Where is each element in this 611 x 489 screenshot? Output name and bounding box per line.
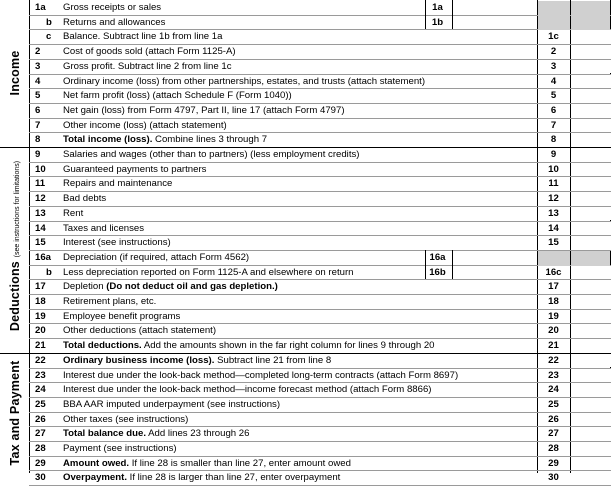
line-number: c xyxy=(46,31,52,43)
row-divider xyxy=(29,74,611,75)
row-divider xyxy=(29,118,611,119)
amount-field[interactable] xyxy=(571,413,611,427)
amount-field[interactable] xyxy=(571,442,611,456)
amount-field[interactable] xyxy=(571,427,611,441)
line-number: 19 xyxy=(35,310,46,322)
line-number: 11 xyxy=(35,178,46,190)
row-divider xyxy=(29,59,611,60)
line-description xyxy=(63,325,216,336)
inner-code-border xyxy=(425,250,426,265)
section-title-income xyxy=(8,51,22,96)
amount-field[interactable] xyxy=(571,60,611,74)
line-description-bold: (Do not deduct oil and gas depletion.) xyxy=(106,281,278,293)
amount-field[interactable] xyxy=(571,457,611,471)
inner-amount-field[interactable] xyxy=(453,16,536,30)
row-divider xyxy=(29,426,611,427)
line-description-text: Combine lines 3 through 7 xyxy=(152,134,268,146)
row-divider xyxy=(29,44,611,45)
inner-amount-field[interactable] xyxy=(453,251,536,265)
line-description xyxy=(63,17,165,28)
line-code: 28 xyxy=(548,443,559,454)
row-divider xyxy=(29,382,611,383)
line-number: 25 xyxy=(35,398,46,410)
amount-field[interactable] xyxy=(571,398,611,412)
line-code: 23 xyxy=(548,369,559,381)
line-description xyxy=(63,90,292,101)
line-number: 17 xyxy=(35,281,46,293)
line-description-text: Retirement plans, etc. xyxy=(63,296,157,307)
line-code: 20 xyxy=(548,325,559,337)
line-description-text: Gross receipts or sales xyxy=(63,2,162,13)
line-description-bold: Total income (loss). xyxy=(63,134,153,146)
line-description-text: If line 28 is smaller than line 27, enter amount owed xyxy=(129,457,351,469)
line-number: 23 xyxy=(35,369,46,381)
line-description xyxy=(63,120,227,131)
row-divider xyxy=(29,338,611,339)
line-code: 22 xyxy=(548,354,559,366)
line-description-text: Cost of goods sold (attach Form 1125-A) xyxy=(63,46,236,58)
line-description xyxy=(63,414,188,425)
line-description-bold: Total deductions. xyxy=(63,340,142,352)
line-code: 25 xyxy=(548,398,559,410)
amount-input[interactable] xyxy=(571,475,611,489)
amount-field[interactable] xyxy=(571,89,611,103)
line-code: 3 xyxy=(550,60,557,72)
inner-amount-input[interactable] xyxy=(453,269,536,283)
line-description xyxy=(63,237,171,248)
amount-field[interactable] xyxy=(571,236,611,250)
inner-line-code: 1a xyxy=(432,2,443,13)
shaded-amount-cell xyxy=(571,251,610,266)
inner-code-border xyxy=(425,15,426,30)
shaded-code-cell xyxy=(538,251,570,266)
line-code: 10 xyxy=(548,163,559,175)
row-divider xyxy=(29,456,611,457)
section-title-deductions xyxy=(8,161,22,331)
line-code: 19 xyxy=(548,310,559,322)
line-code: 7 xyxy=(550,119,557,131)
amount-field[interactable] xyxy=(571,266,611,280)
line-code: 18 xyxy=(548,296,559,307)
line-description xyxy=(63,384,431,395)
line-description-text: Interest due under the look-back method—completed long-term contracts (attach Form 8697) xyxy=(63,369,459,381)
line-description xyxy=(63,61,232,72)
amount-field[interactable] xyxy=(571,177,611,191)
line-number: 27 xyxy=(35,428,46,440)
line-description xyxy=(63,252,249,263)
row-divider xyxy=(29,103,611,104)
line-description xyxy=(63,76,425,87)
shaded-amount-cell xyxy=(571,1,610,16)
line-code: 5 xyxy=(550,90,557,102)
shaded-code-cell xyxy=(538,16,570,31)
row-divider xyxy=(0,147,611,148)
line-description-bold: Overpayment. xyxy=(63,472,127,484)
line-description-text: Other taxes (see instructions) xyxy=(63,413,189,425)
line-number: 16a xyxy=(35,251,52,263)
line-description-bold: Total balance due. xyxy=(63,428,146,440)
row-divider xyxy=(0,353,611,354)
amount-field[interactable] xyxy=(571,295,611,309)
amount-field[interactable] xyxy=(571,163,611,177)
amount-field[interactable] xyxy=(571,280,611,294)
tax-payment-title: Tax and Payment xyxy=(8,360,22,466)
line-code: 26 xyxy=(548,413,559,425)
row-divider xyxy=(29,191,611,192)
inner-code-border xyxy=(425,265,426,280)
line-description xyxy=(63,311,180,322)
line-number: 22 xyxy=(35,354,46,366)
line-description-text: Less depreciation reported on Form 1125-A and elsewhere on return xyxy=(63,266,354,278)
line-description xyxy=(63,164,206,175)
line-code: 29 xyxy=(548,457,559,469)
amount-field[interactable] xyxy=(571,369,611,383)
amount-field[interactable] xyxy=(571,104,611,118)
line-number: 2 xyxy=(35,46,41,58)
line-number: 13 xyxy=(35,207,46,219)
amount-field[interactable] xyxy=(571,471,611,485)
line-description xyxy=(63,370,458,381)
line-number: 20 xyxy=(35,325,46,337)
amount-field[interactable] xyxy=(571,354,611,368)
line-description-text: Ordinary income (loss) from other partnerships, estates, and trusts (attach statement) xyxy=(63,75,426,87)
shaded-code-cell xyxy=(538,1,570,16)
line-number: 26 xyxy=(35,413,46,425)
line-description xyxy=(63,399,280,410)
line-description xyxy=(63,2,161,13)
line-code: 8 xyxy=(550,134,557,146)
line-description xyxy=(63,296,156,307)
line-description-text: Payment (see instructions) xyxy=(63,443,177,454)
amount-field[interactable] xyxy=(571,148,611,162)
line-code: 13 xyxy=(548,207,559,219)
line-number: 21 xyxy=(35,340,46,352)
amount-field[interactable] xyxy=(571,222,611,236)
row-divider xyxy=(29,162,611,163)
row-divider xyxy=(29,485,611,486)
row-divider xyxy=(29,309,611,310)
line-description-text: Rent xyxy=(63,207,84,219)
line-number: 9 xyxy=(35,149,41,160)
amount-field[interactable] xyxy=(571,192,611,206)
line-description-text: Depletion xyxy=(63,281,107,293)
line-description-text: Taxes and licenses xyxy=(63,222,145,234)
line-description-text: Add the amounts shown in the far right column for lines 9 through 20 xyxy=(141,340,435,352)
inner-amount-input[interactable] xyxy=(453,19,536,33)
amount-field[interactable] xyxy=(571,339,611,353)
line-code: 15 xyxy=(548,237,559,249)
line-description-text: Interest (see instructions) xyxy=(63,237,171,249)
line-description xyxy=(63,458,351,469)
line-code: 12 xyxy=(548,193,559,205)
row-divider xyxy=(29,88,611,89)
amount-field[interactable] xyxy=(571,324,611,338)
line-code: 14 xyxy=(548,222,559,234)
line-code: 16c xyxy=(545,266,562,278)
row-divider xyxy=(29,294,611,295)
amount-field[interactable] xyxy=(571,75,611,89)
inner-amount-field[interactable] xyxy=(453,266,536,280)
row-divider xyxy=(29,470,611,471)
line-number: 3 xyxy=(35,60,41,72)
line-description xyxy=(63,178,172,189)
line-description xyxy=(63,472,340,483)
line-number: b xyxy=(46,266,52,278)
line-description-text: Returns and allowances xyxy=(63,16,166,28)
line-description xyxy=(63,355,331,366)
line-number: 12 xyxy=(35,193,46,205)
line-description xyxy=(63,193,106,204)
line-code: 1c xyxy=(548,31,559,43)
row-divider xyxy=(29,323,611,324)
line-code: 21 xyxy=(548,340,559,352)
line-number: b xyxy=(46,16,52,28)
row-divider xyxy=(29,235,611,236)
line-code: 6 xyxy=(550,104,557,116)
line-description-text: Bad debts xyxy=(63,193,107,205)
row-divider xyxy=(29,441,611,442)
line-description-text: If line 28 is larger than line 27, enter overpayment xyxy=(127,472,341,484)
line-description-text: Add lines 23 through 26 xyxy=(146,428,250,440)
inner-line-code: 1b xyxy=(431,16,444,28)
inner-line-code: 16b xyxy=(429,266,446,278)
line-number: 4 xyxy=(35,75,41,87)
line-number: 6 xyxy=(35,104,41,116)
income-title: Income xyxy=(8,50,22,96)
line-description-text: Subtract line 21 from line 8 xyxy=(214,354,332,366)
line-number: 7 xyxy=(35,119,41,131)
line-description xyxy=(63,31,222,42)
line-description xyxy=(63,223,144,234)
line-number: 15 xyxy=(35,237,46,249)
row-divider xyxy=(29,206,611,207)
line-description xyxy=(63,134,267,145)
line-number: 30 xyxy=(35,472,46,484)
line-number: 28 xyxy=(35,443,46,454)
line-number: 18 xyxy=(35,296,46,307)
line-description-text: Repairs and maintenance xyxy=(63,178,173,190)
line-number: 14 xyxy=(35,222,46,234)
line-number: 24 xyxy=(35,384,46,396)
amount-field[interactable] xyxy=(571,45,611,59)
line-number: 1a xyxy=(35,2,46,13)
line-code: 9 xyxy=(550,149,557,160)
inner-amount-field[interactable] xyxy=(453,1,536,15)
line-description-bold: Amount owed. xyxy=(63,457,130,469)
line-description-text: Balance. Subtract line 1b from line 1a xyxy=(63,31,223,43)
deductions-title: Deductions xyxy=(8,261,22,332)
line-number: 8 xyxy=(35,134,41,146)
amount-field[interactable] xyxy=(571,133,611,147)
line-number: 10 xyxy=(35,163,46,175)
line-code: 11 xyxy=(548,178,559,190)
row-divider xyxy=(29,397,611,398)
amount-field[interactable] xyxy=(571,30,611,44)
amount-field[interactable] xyxy=(571,207,611,221)
line-description-text: Guaranteed payments to partners xyxy=(63,163,207,175)
amount-field[interactable] xyxy=(571,383,611,397)
deductions-subtitle: (see instructions for limitations) xyxy=(14,160,21,258)
line-code: 4 xyxy=(550,75,557,87)
line-number: 5 xyxy=(35,90,41,102)
amount-field[interactable] xyxy=(571,119,611,133)
line-description-text: Employee benefit programs xyxy=(63,310,181,322)
line-description xyxy=(63,443,177,454)
row-divider xyxy=(29,412,611,413)
line-description-text: Other income (loss) (attach statement) xyxy=(63,119,227,131)
line-description xyxy=(63,281,278,292)
line-code: 30 xyxy=(548,472,559,484)
line-code: 2 xyxy=(550,46,557,58)
inner-line-code: 16a xyxy=(429,251,446,263)
line-description xyxy=(63,208,83,219)
line-description xyxy=(63,267,353,278)
line-code: 24 xyxy=(548,384,559,396)
line-description xyxy=(63,46,236,57)
line-description-text: Net farm profit (loss) (attach Schedule F (Form 1040)) xyxy=(63,90,292,102)
inner-code-border xyxy=(425,0,426,15)
line-description-text: Depreciation (if required, attach Form 4562) xyxy=(63,251,250,263)
section-title-tax-payment xyxy=(8,361,22,466)
line-number: 29 xyxy=(35,457,46,469)
line-description-text: Gross profit. Subtract line 2 from line 1c xyxy=(63,60,232,72)
line-description xyxy=(63,428,249,439)
row-divider xyxy=(29,368,611,369)
line-code: 17 xyxy=(548,281,559,293)
section-border-line xyxy=(29,0,30,473)
line-description xyxy=(63,105,345,116)
line-description-text: Interest due under the look-back method—income forecast method (attach Form 8866) xyxy=(63,384,432,396)
line-description-text: Net gain (loss) from Form 4797, Part II, line 17 (attach Form 4797) xyxy=(63,104,345,116)
line-description-text: BBA AAR imputed underpayment (see instructions) xyxy=(63,398,281,410)
row-divider xyxy=(29,132,611,133)
line-code: 27 xyxy=(548,428,559,440)
line-description xyxy=(63,149,359,160)
shaded-amount-cell xyxy=(571,16,610,31)
row-divider xyxy=(29,176,611,177)
line-description-text: Other deductions (attach statement) xyxy=(63,325,217,337)
row-divider xyxy=(29,221,611,222)
line-description-bold: Ordinary business income (loss). xyxy=(63,354,215,366)
amount-field[interactable] xyxy=(571,310,611,324)
line-description-text: Salaries and wages (other than to partners) (less employment credits) xyxy=(63,149,360,160)
line-description xyxy=(63,340,435,351)
